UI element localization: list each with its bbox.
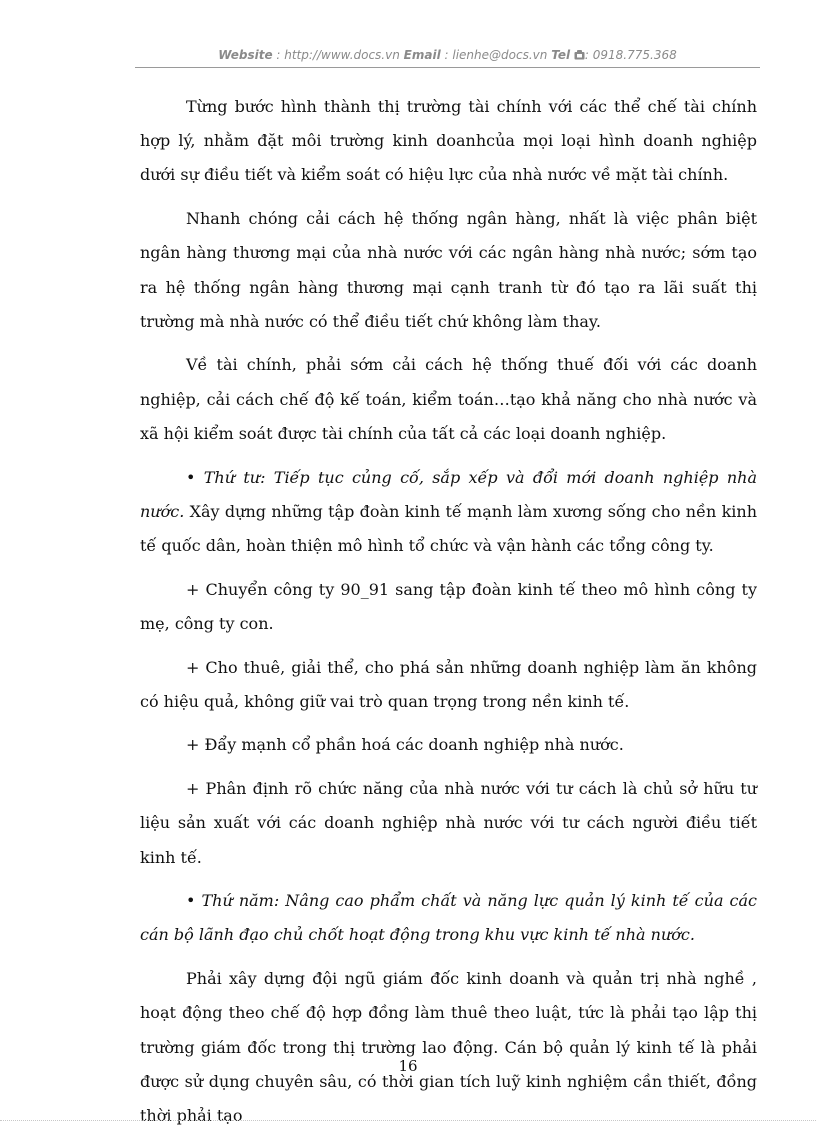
paragraph: Từng bước hình thành thị trường tài chính với các thể chế tài chính hợp lý, nhằm đặt môi trường kinh doanhcủa mọi loại hình doanh nghiệp dưới sự điều tiết và kiểm soát có hiệu lực của nhà nước về mặt tài chính.: [140, 97, 757, 185]
closing-paragraph: Phải xây dựng đội ngũ giám đốc kinh doanh và quản trị nhà nghề , hoạt động theo chế độ hợp đồng làm thuê theo luật, tức là phải tạo lập thị trường giám đốc trong thị trường lao động. Cán bộ quản lý kinh tế là phải được sử dụng chuyên sâu, có thời gian tích luỹ kinh nghiệm cần thiết, đồng thời phải tạo: [140, 969, 757, 1125]
page-header: [135, 48, 760, 62]
bullet-item: + Cho thuê, giải thể, cho phá sản những doanh nghiệp làm ăn không có hiệu quả, không giữ vai trò quan trọng trong nền kinh tế.: [140, 657, 757, 711]
email-separator: :: [440, 48, 453, 62]
point-five-heading: • Thứ năm: Nâng cao phẩm chất và năng lực quản lý kinh tế của các cán bộ lãnh đạo chủ chốt hoạt động trong khu vực kinh tế nhà nước.: [140, 891, 757, 945]
website-label: Website: [218, 48, 273, 62]
page-bottom-divider: [0, 1120, 816, 1121]
email-value: lienhe@docs.vn: [452, 48, 548, 62]
bullet-item: + Chuyển công ty 90_91 sang tập đoàn kinh tế theo mô hình công ty mẹ, công ty con.: [140, 579, 757, 633]
tel-value: : 0918.775.368: [584, 48, 677, 62]
website-url: http://www.docs.vn: [284, 48, 400, 62]
document-body: [140, 90, 757, 1133]
point-four-paragraph: [140, 461, 757, 564]
website-separator: :: [272, 48, 285, 62]
tel-label: Tel: [551, 48, 571, 62]
paragraph: Nhanh chóng cải cách hệ thống ngân hàng, nhất là việc phân biệt ngân hàng thương mại của nhà nước với các ngân hàng nhà nước; sớm tạo ra hệ thống ngân hàng thương mại cạnh tranh từ đó tạo ra lãi suất thị trường mà nhà nước có thể điều tiết chứ không làm thay.: [140, 209, 757, 331]
paragraph: Về tài chính, phải sớm cải cách hệ thống thuế đối với các doanh nghiệp, cải cách chế độ kế toán, kiểm toán…tạo khả năng cho nhà nước và xã hội kiểm soát được tài chính của tất cả các loại doanh nghiệp.: [140, 355, 757, 443]
point-four-text: Xây dựng những tập đoàn kinh tế mạnh làm xương sống cho nền kinh tế quốc dân, hoàn thiện mô hình tổ chức và vận hành các tổng công ty.: [140, 501, 757, 555]
bullet-item: + Đẩy mạnh cổ phần hoá các doanh nghiệp nhà nước.: [186, 735, 624, 755]
page-number: 16: [398, 1057, 418, 1075]
point-four-heading: • Thứ tư: Tiếp tục củng cố, sắp xếp và đổi mới doanh nghiệp nhà nước.: [140, 467, 757, 521]
email-label: Email: [403, 48, 441, 62]
header-divider: [135, 67, 760, 68]
phone-icon: [574, 48, 585, 62]
bullet-item: + Phân định rõ chức năng của nhà nước với tư cách là chủ sở hữu tư liệu sản xuất với các doanh nghiệp nhà nước với tư cách người điều tiết kinh tế.: [140, 779, 757, 867]
